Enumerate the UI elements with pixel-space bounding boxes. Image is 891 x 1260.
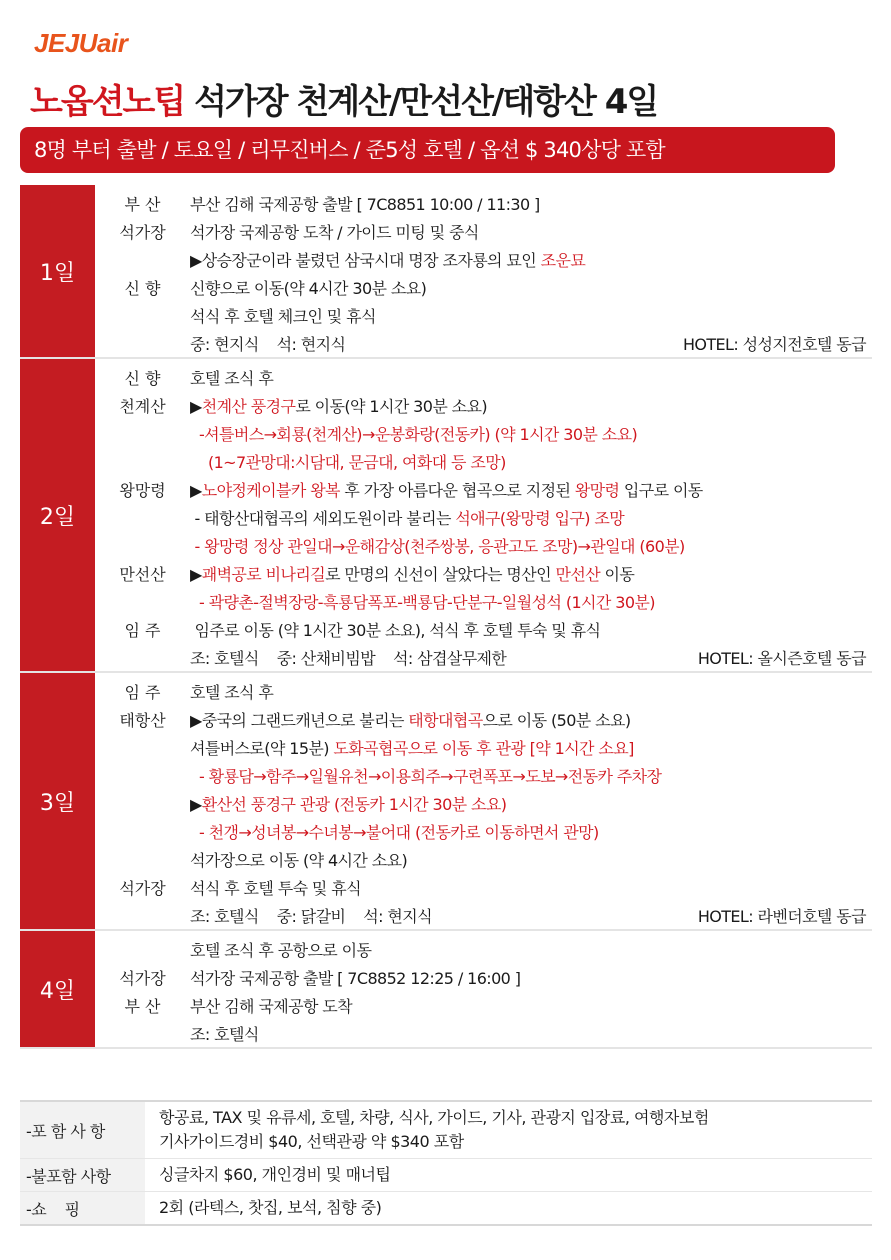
schedule-text-part: 부산 김해 국제공항 출발 [ 7C8851 10:00 / 11:30 ] bbox=[190, 194, 540, 214]
hotel-info: HOTEL: 성성지전호텔 동급 bbox=[682, 334, 866, 354]
footer-row bbox=[20, 1159, 872, 1192]
page-title bbox=[30, 74, 657, 123]
schedule-text-part: 석식 후 호텔 투숙 및 휴식 bbox=[190, 878, 361, 898]
schedule-content bbox=[190, 332, 872, 355]
highlight-text: 천계산 풍경구 bbox=[201, 396, 296, 416]
schedule-text-part: 로 이동(약 1시간 30분 소요) bbox=[295, 396, 488, 416]
highlight-text: - 왕망령 정상 관일대→운해감상(천주쌍봉, 응관고도 조망)→관일대 (60분) bbox=[190, 536, 685, 556]
schedule-line bbox=[95, 1019, 872, 1047]
schedule-text bbox=[190, 276, 426, 299]
jejuair-logo: JEJUair bbox=[34, 28, 128, 58]
schedule-text bbox=[190, 708, 630, 731]
schedule-place: 석가장 bbox=[119, 878, 166, 898]
schedule-text bbox=[190, 506, 624, 529]
schedule-text bbox=[190, 680, 273, 703]
highlight-text: 조운묘 bbox=[540, 250, 586, 270]
highlight-text: 석애구(왕망령 입구) 조망 bbox=[455, 508, 625, 528]
schedule-text-part: 석식 후 호텔 체크인 및 휴식 bbox=[190, 306, 376, 326]
schedule-text bbox=[190, 450, 506, 473]
schedule-place: 부 산 bbox=[124, 996, 161, 1016]
day-schedule bbox=[95, 359, 872, 671]
schedule-content bbox=[190, 848, 872, 871]
highlight-text: 만선산 bbox=[555, 564, 601, 584]
schedule-text-part: 중: 현지식 석: 현지식 bbox=[190, 334, 346, 354]
schedule-line bbox=[95, 991, 872, 1019]
schedule-text-part: 석가장 국제공항 출발 [ 7C8852 12:25 / 16:00 ] bbox=[190, 968, 521, 988]
schedule-content bbox=[190, 422, 872, 445]
schedule-text bbox=[190, 478, 703, 501]
schedule-text bbox=[190, 192, 540, 215]
inclusions-table bbox=[20, 1100, 872, 1226]
highlight-text: 괘벽공로 비나리길 bbox=[201, 564, 326, 584]
schedule-content bbox=[190, 876, 872, 899]
schedule-line bbox=[95, 733, 872, 761]
schedule-line bbox=[95, 391, 872, 419]
schedule-text-part: ▶ bbox=[190, 480, 202, 500]
schedule-content bbox=[190, 646, 872, 669]
schedule-text bbox=[190, 248, 585, 271]
schedule-line bbox=[95, 615, 872, 643]
day-row bbox=[20, 931, 872, 1049]
footer-row bbox=[20, 1102, 872, 1159]
schedule-content bbox=[190, 478, 872, 501]
schedule-place: 천계산 bbox=[119, 396, 166, 416]
schedule-place: 신 향 bbox=[124, 278, 161, 298]
schedule-line bbox=[95, 189, 872, 217]
highlight-text: 왕망령 bbox=[574, 480, 620, 500]
highlight-text: - 곽량촌-절벽장랑-흑룡담폭포-백룡담-단분구-일월성석 (1시간 30분) bbox=[190, 592, 655, 612]
schedule-line bbox=[95, 873, 872, 901]
schedule-text-part: ▶ bbox=[190, 564, 202, 584]
day-schedule bbox=[95, 931, 872, 1047]
day-schedule bbox=[95, 185, 872, 357]
footer-value bbox=[145, 1159, 390, 1191]
schedule-text-part: 부산 김해 국제공항 도착 bbox=[190, 996, 353, 1016]
footer-value-line: 2회 (라텍스, 찻집, 보석, 침향 중) bbox=[159, 1198, 382, 1217]
footer-label: -포 함 사 항 bbox=[20, 1102, 145, 1158]
schedule-place: 만선산 bbox=[119, 564, 166, 584]
schedule-line bbox=[95, 817, 872, 845]
schedule-text bbox=[190, 304, 376, 327]
schedule-line bbox=[95, 531, 872, 559]
highlight-text: 태항대협곡 bbox=[408, 710, 483, 730]
schedule-line bbox=[95, 587, 872, 615]
schedule-content bbox=[190, 590, 872, 613]
schedule-content bbox=[190, 792, 872, 815]
schedule-text-part: 셔틀버스로(약 15분) bbox=[190, 738, 334, 758]
schedule-place: 임 주 bbox=[124, 682, 161, 702]
schedule-text bbox=[190, 938, 371, 961]
schedule-text bbox=[190, 848, 407, 871]
schedule-line bbox=[95, 419, 872, 447]
footer-value-line: 항공료, TAX 및 유류세, 호텔, 차량, 식사, 가이드, 기사, 관광지 입장료, 여행자보험 bbox=[159, 1108, 709, 1127]
schedule-content bbox=[190, 966, 872, 989]
day-schedule bbox=[95, 673, 872, 929]
schedule-content bbox=[190, 394, 872, 417]
highlight-text: - 황룡담→함주→일월유천→이용희주→구련폭포→도보→전동카 주차장 bbox=[190, 766, 662, 786]
highlight-text: 환산선 풍경구 관광 (전동카 1시간 30분 소요) bbox=[201, 794, 507, 814]
schedule-text-part: 석가장 국제공항 도착 / 가이드 미팅 및 중식 bbox=[190, 222, 479, 242]
schedule-line bbox=[95, 245, 872, 273]
footer-label: -불포함 사항 bbox=[20, 1159, 145, 1191]
schedule-content bbox=[190, 708, 872, 731]
hotel-info: HOTEL: 올시즌호텔 동급 bbox=[697, 648, 866, 668]
schedule-text-part: 조: 호텔식 중: 닭갈비 석: 현지식 bbox=[190, 906, 432, 926]
schedule-text-part: 조: 호텔식 bbox=[190, 1024, 259, 1044]
schedule-text bbox=[190, 590, 655, 613]
schedule-text bbox=[190, 332, 345, 355]
schedule-line bbox=[95, 963, 872, 991]
schedule-line bbox=[95, 329, 872, 357]
schedule-content bbox=[190, 220, 872, 243]
schedule-text bbox=[190, 422, 637, 445]
schedule-line bbox=[95, 273, 872, 301]
schedule-text-part: ▶ bbox=[190, 794, 202, 814]
schedule-text-part: 입구로 이동 bbox=[619, 480, 703, 500]
schedule-place: 임 주 bbox=[124, 620, 161, 640]
schedule-text bbox=[190, 966, 520, 989]
schedule-content bbox=[190, 450, 872, 473]
highlight-text: -셔틀버스→회룡(천계산)→운봉화랑(전동카) (약 1시간 30분 소요) bbox=[190, 424, 638, 444]
schedule-text-part: 호텔 조식 후 bbox=[190, 682, 274, 702]
schedule-text-part: 임주로 이동 (약 1시간 30분 소요), 석식 후 호텔 투숙 및 휴식 bbox=[190, 620, 601, 640]
schedule-content bbox=[190, 366, 872, 389]
schedule-text-part: 으로 이동 (50분 소요) bbox=[482, 710, 631, 730]
highlight-text: 노야정케이블카 왕복 bbox=[201, 480, 340, 500]
schedule-line bbox=[95, 301, 872, 329]
schedule-text bbox=[190, 562, 634, 585]
schedule-text-part: 석가장으로 이동 (약 4시간 소요) bbox=[190, 850, 408, 870]
schedule-content bbox=[190, 276, 872, 299]
schedule-line bbox=[95, 789, 872, 817]
schedule-text-part: 로 만명의 신선이 살았다는 명산인 bbox=[325, 564, 556, 584]
schedule-content bbox=[190, 904, 872, 927]
schedule-line bbox=[95, 217, 872, 245]
schedule-text bbox=[190, 736, 634, 759]
day-label: 2일 bbox=[20, 359, 95, 671]
footer-value bbox=[145, 1192, 381, 1224]
schedule-line bbox=[95, 475, 872, 503]
schedule-text-part: ▶중국의 그랜드캐년으로 불리는 bbox=[190, 710, 409, 730]
day-label: 1일 bbox=[20, 185, 95, 357]
schedule-line bbox=[95, 705, 872, 733]
schedule-line bbox=[95, 643, 872, 671]
schedule-content bbox=[190, 820, 872, 843]
schedule-text-part: ▶ bbox=[190, 396, 202, 416]
schedule-line bbox=[95, 901, 872, 929]
day-label: 4일 bbox=[20, 931, 95, 1047]
schedule-text bbox=[190, 394, 487, 417]
schedule-line bbox=[95, 761, 872, 789]
tour-summary-banner: 8명 부터 출발 / 토요일 / 리무진버스 / 준5성 호텔 / 옵션 $ 340상당 포함 bbox=[20, 127, 835, 173]
footer-label: -쇼 핑 bbox=[20, 1192, 145, 1224]
schedule-place: 석가장 bbox=[119, 222, 166, 242]
footer-value-line: 기사가이드경비 $40, 선택관광 약 $340 포함 bbox=[159, 1132, 464, 1151]
schedule-place: 왕망령 bbox=[119, 480, 166, 500]
schedule-content bbox=[190, 994, 872, 1017]
schedule-text-part: 호텔 조식 후 공항으로 이동 bbox=[190, 940, 372, 960]
day-row bbox=[20, 359, 872, 673]
schedule-line bbox=[95, 559, 872, 587]
schedule-content bbox=[190, 192, 872, 215]
schedule-content bbox=[190, 680, 872, 703]
schedule-line bbox=[95, 363, 872, 391]
schedule-line bbox=[95, 845, 872, 873]
schedule-text-part: 호텔 조식 후 bbox=[190, 368, 274, 388]
schedule-content bbox=[190, 764, 872, 787]
schedule-line bbox=[95, 677, 872, 705]
schedule-text bbox=[190, 792, 506, 815]
schedule-text bbox=[190, 646, 506, 669]
schedule-place: 석가장 bbox=[119, 968, 166, 988]
footer-value bbox=[145, 1102, 709, 1158]
hotel-info: HOTEL: 라벤더호텔 동급 bbox=[697, 906, 866, 926]
schedule-text bbox=[190, 618, 600, 641]
schedule-content bbox=[190, 562, 872, 585]
schedule-text-part: 후 가장 아름다운 협곡으로 지정된 bbox=[339, 480, 575, 500]
schedule-text bbox=[190, 820, 599, 843]
highlight-text: 도화곡협곡으로 이동 후 관광 [약 1시간 소요] bbox=[333, 738, 634, 758]
schedule-text bbox=[190, 876, 361, 899]
schedule-text-part: 이동 bbox=[600, 564, 635, 584]
schedule-text bbox=[190, 220, 479, 243]
itinerary-table bbox=[20, 185, 872, 1049]
schedule-content bbox=[190, 618, 872, 641]
schedule-text bbox=[190, 366, 273, 389]
schedule-place: 부 산 bbox=[124, 194, 161, 214]
footer-row bbox=[20, 1192, 872, 1224]
footer-value-line: 싱글차지 $60, 개인경비 및 매너팁 bbox=[159, 1165, 391, 1184]
highlight-text: (1~7관망대:시담대, 문금대, 여화대 등 조망) bbox=[190, 452, 506, 472]
schedule-line bbox=[95, 935, 872, 963]
schedule-text-part: - 태항산대협곡의 세외도원이라 불리는 bbox=[190, 508, 456, 528]
schedule-line bbox=[95, 447, 872, 475]
schedule-content bbox=[190, 304, 872, 327]
schedule-text bbox=[190, 534, 685, 557]
schedule-text-part: ▶상승장군이라 불렸던 삼국시대 명장 조자룡의 묘인 bbox=[190, 250, 541, 270]
schedule-text-part: 조: 호텔식 중: 산채비빔밥 석: 삼겹살무제한 bbox=[190, 648, 507, 668]
schedule-content bbox=[190, 736, 872, 759]
schedule-place: 태항산 bbox=[119, 710, 166, 730]
schedule-content bbox=[190, 248, 872, 271]
day-label: 3일 bbox=[20, 673, 95, 929]
schedule-text bbox=[190, 764, 661, 787]
schedule-content bbox=[190, 938, 872, 961]
title-rest: 석가장 천계산/만선산/태항산 4일 bbox=[184, 82, 658, 122]
schedule-content bbox=[190, 1022, 872, 1045]
schedule-text bbox=[190, 994, 352, 1017]
schedule-text bbox=[190, 904, 432, 927]
day-row bbox=[20, 673, 872, 931]
schedule-place: 신 향 bbox=[124, 368, 161, 388]
schedule-text-part: 신향으로 이동(약 4시간 30분 소요) bbox=[190, 278, 427, 298]
day-row bbox=[20, 185, 872, 359]
title-highlight: 노옵션노팁 bbox=[30, 82, 185, 122]
schedule-content bbox=[190, 506, 872, 529]
highlight-text: - 천갱→성녀봉→수녀봉→불어대 (전동카로 이동하면서 관망) bbox=[190, 822, 599, 842]
schedule-content bbox=[190, 534, 872, 557]
schedule-line bbox=[95, 503, 872, 531]
schedule-text bbox=[190, 1022, 259, 1045]
